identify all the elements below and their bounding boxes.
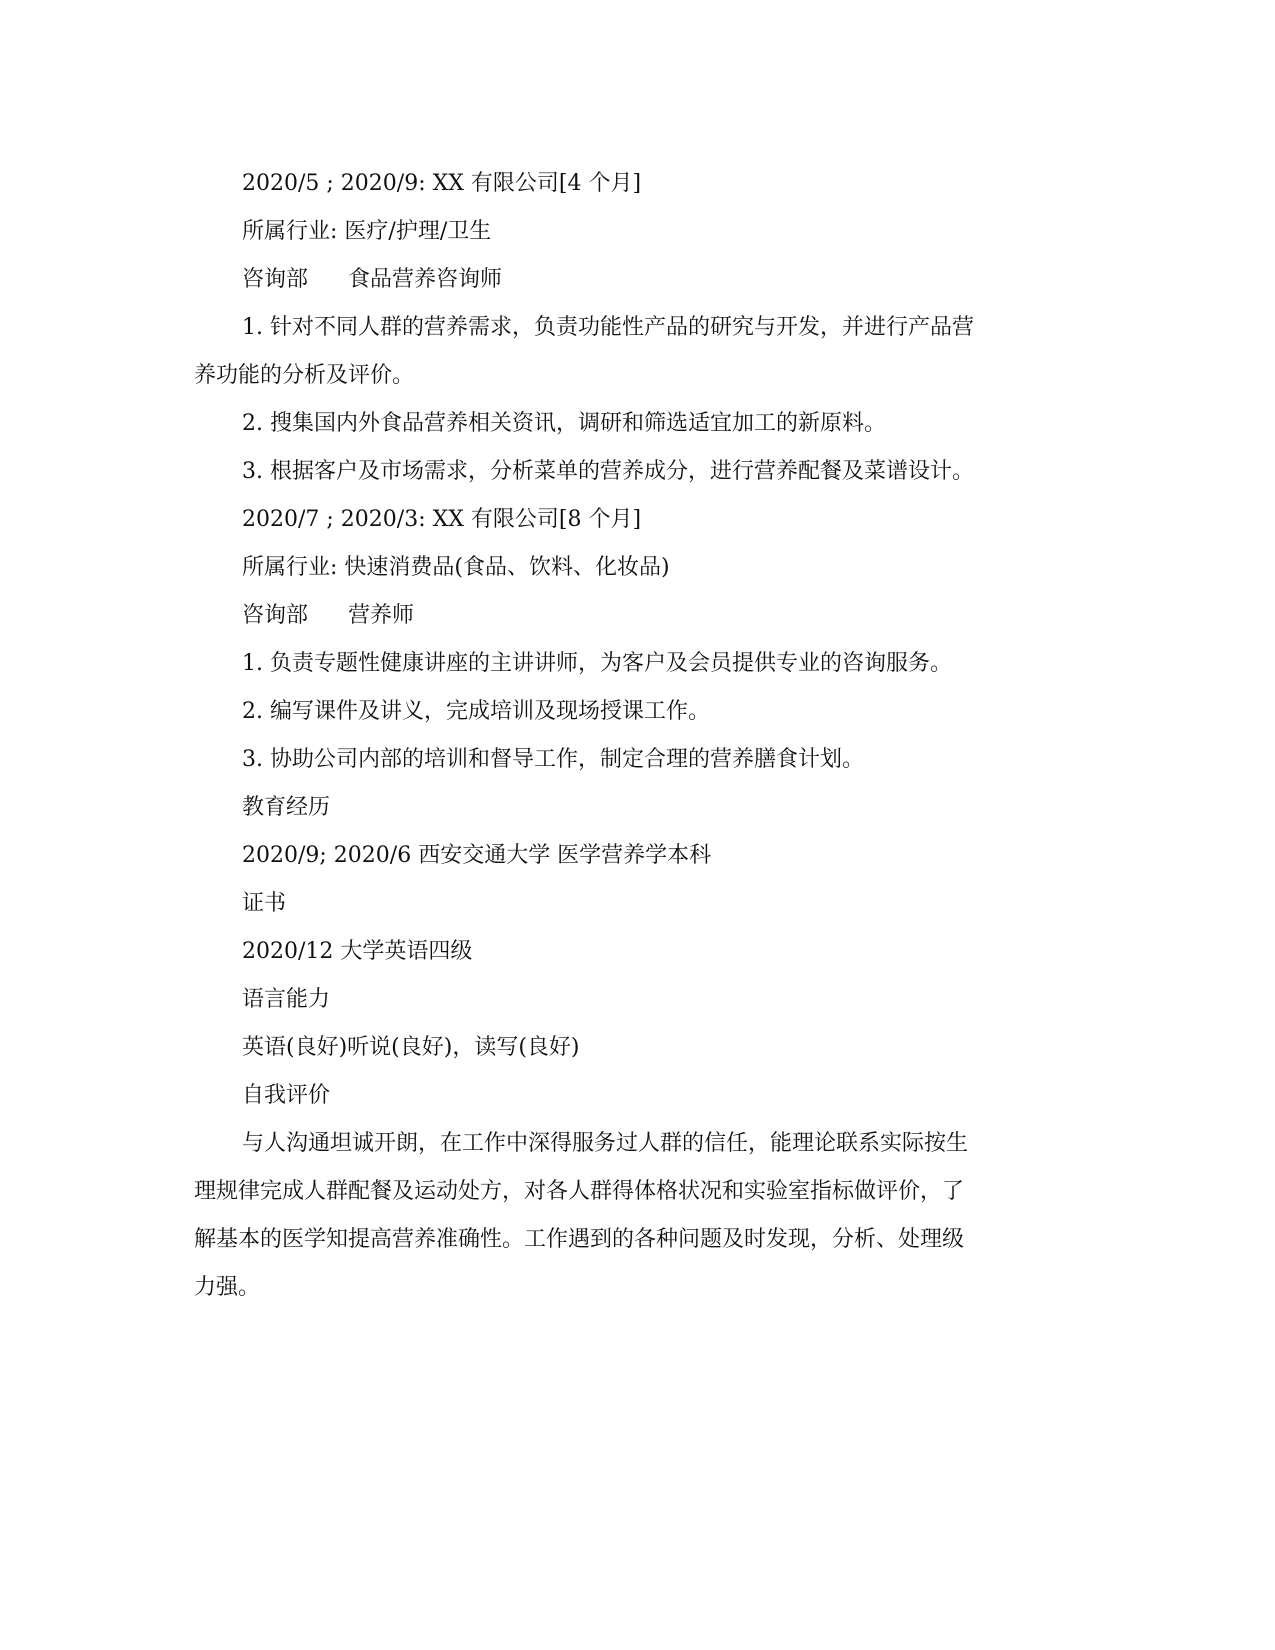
languages-heading: 语言能力 (242, 987, 331, 1012)
job2-role (194, 592, 1074, 640)
job2-duty-1: 1. 负责专题性健康讲座的主讲讲师，为客户及会员提供专业的咨询服务。 (242, 651, 952, 676)
job1-position: 食品营养咨询师 (348, 267, 503, 292)
self-evaluation-paragraph (194, 1120, 1074, 1312)
education-entry: 2020/9; 2020/6 西安交通大学 医学营养学本科 (242, 843, 712, 868)
job1-duty-2: 2. 搜集国内外食品营养相关资讯，调研和筛选适宜加工的新原料。 (242, 411, 886, 436)
job2-period: 2020/7 ; 2020/3: XX 有限公司[8 个月] (242, 507, 642, 532)
job1-duty-1-line2: 养功能的分析及评价。 (194, 363, 415, 388)
job1-period: 2020/5 ; 2020/9: XX 有限公司[4 个月] (242, 171, 642, 196)
job2-industry: 所属行业: 快速消费品(食品、饮料、化妆品) (242, 555, 670, 580)
job2-position: 营养师 (348, 603, 415, 628)
job2-department: 咨询部 (242, 603, 309, 628)
self-evaluation-line-3: 解基本的医学知提高营养准确性。工作遇到的各种问题及时发现，分析、处理级 (194, 1227, 965, 1252)
job1-duty-3: 3. 根据客户及市场需求，分析菜单的营养成分，进行营养配餐及菜谱设计。 (242, 459, 974, 484)
job1-department: 咨询部 (242, 267, 309, 292)
job2-duty-2: 2. 编写课件及讲义，完成培训及现场授课工作。 (242, 699, 710, 724)
job2-duty-3: 3. 协助公司内部的培训和督导工作，制定合理的营养膳食计划。 (242, 747, 864, 772)
self-evaluation-line-1: 与人沟通坦诚开朗，在工作中深得服务过人群的信任，能理论联系实际按生 (242, 1131, 969, 1156)
job1-role (194, 256, 1074, 304)
job1-industry: 所属行业: 医疗/护理/卫生 (242, 219, 492, 244)
languages-entry: 英语(良好)听说(良好)，读写(良好) (242, 1035, 580, 1060)
education-heading: 教育经历 (242, 795, 331, 820)
job1-duty-1 (194, 304, 1074, 400)
self-evaluation-line-4: 力强。 (194, 1275, 261, 1300)
resume-content (194, 160, 1074, 1312)
certificates-entry: 2020/12 大学英语四级 (242, 939, 473, 964)
self-evaluation-line-2: 理规律完成人群配餐及运动处方，对各人群得体格状况和实验室指标做评价，了 (194, 1179, 965, 1204)
self-evaluation-heading: 自我评价 (242, 1083, 331, 1108)
certificates-heading: 证书 (242, 891, 287, 916)
job1-duty-1-line1: 1. 针对不同人群的营养需求，负责功能性产品的研究与开发，并进行产品营 (242, 315, 974, 340)
